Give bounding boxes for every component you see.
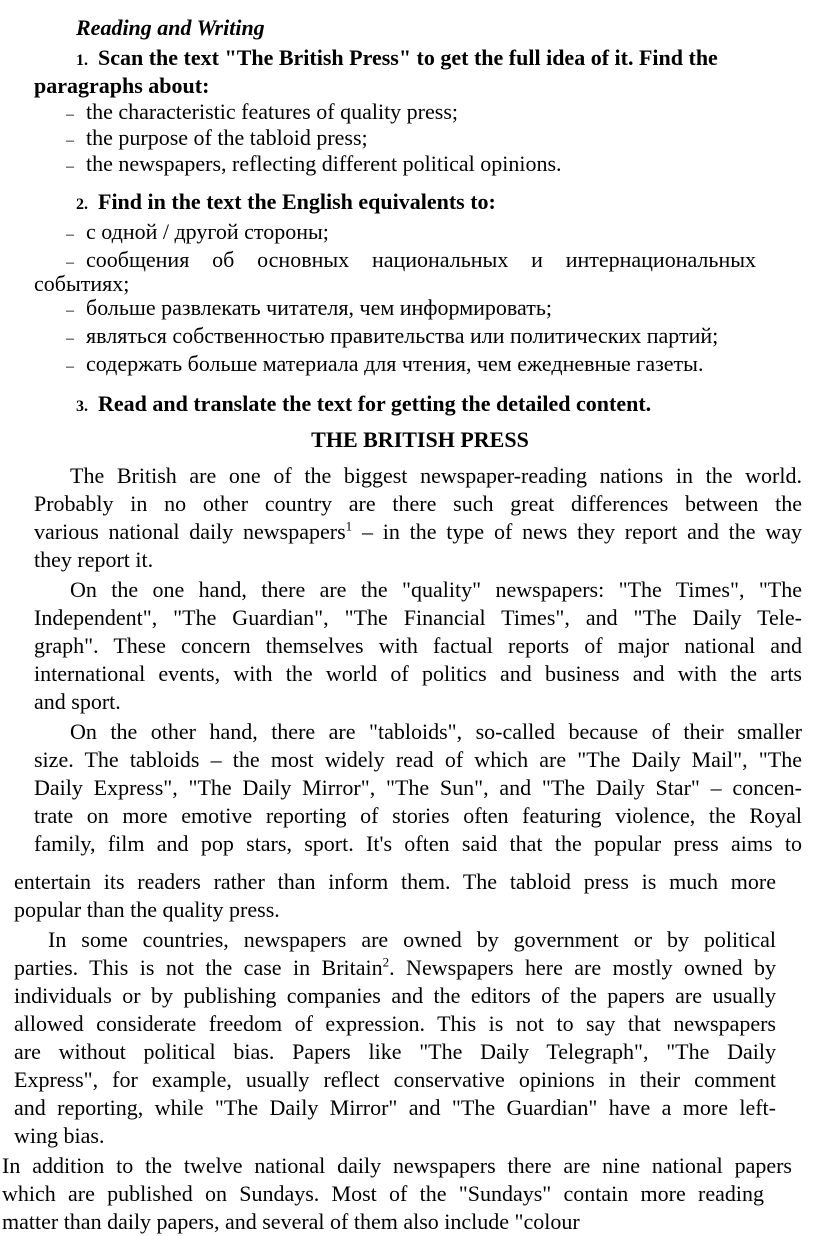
paragraph-line: parties. This is not the case in Britain$^2$. Newspapers here are mostly owned by: [14, 954, 777, 980]
paragraph-line: individuals or by publishing companies and the editors of the papers are usually: [14, 983, 776, 1008]
paragraph-line: family, film and pop stars, sport. It's often said that the popular press aims to: [34, 831, 802, 856]
task-3: [76, 390, 651, 421]
footnote-marker: 2: [382, 954, 390, 970]
section-title: Reading and Writing: [76, 15, 265, 40]
paragraph-line: entertain its readers rather than inform them. The tabloid press is much more: [14, 869, 776, 894]
paragraph-line: On the other hand, there are "tabloids", so-called because of their smaller: [70, 719, 802, 744]
paragraph-line: size. The tabloids – the most widely read of which are "The Daily Mail", "The: [34, 747, 802, 772]
paragraph-line: they report it.: [34, 547, 154, 572]
paragraph-line: allowed considerate freedom of expression. This is not to say that newspapers: [14, 1011, 776, 1036]
footnote-marker: 1: [345, 518, 353, 534]
paragraph-line: graph". These concern themselves with factual reports of major national and: [34, 633, 802, 658]
task-text: Read and translate the text for getting the detailed content.: [98, 391, 652, 416]
task-2: [76, 188, 496, 219]
paragraph-line: In some countries, newspapers are owned by government or by political: [48, 927, 776, 952]
paragraph-line: are without political bias. Papers like "The Daily Telegraph", "The Daily: [14, 1039, 776, 1064]
task-number: 3.: [76, 398, 88, 415]
paragraph-line: and sport.: [34, 689, 121, 714]
task-1-continued: paragraphs about:: [34, 73, 210, 98]
list-item: – the characteristic features of quality press;: [66, 99, 459, 124]
paragraph-line: On the one hand, there are the "quality" newspapers: "The Times", "The: [70, 577, 802, 602]
list-item: – с одной / другой стороны;: [66, 219, 329, 244]
paragraph-line: and reporting, while "The Daily Mirror" and "The Guardian" have a more left-: [14, 1095, 776, 1120]
task-number: 2.: [76, 196, 88, 213]
paragraph-line: international events, with the world of politics and business and with the arts: [34, 661, 802, 686]
article-title: THE BRITISH PRESS: [311, 427, 529, 452]
paragraph-line: matter than daily papers, and several of them also include "colour: [2, 1209, 580, 1234]
list-item-continued: событиях;: [34, 271, 130, 296]
list-item: – сообщения об основных национальных и интернациональных: [66, 247, 756, 272]
paragraph-line: popular than the quality press.: [14, 897, 280, 922]
paragraph-line: which are published on Sundays. Most of the "Sundays" contain more reading: [2, 1181, 764, 1206]
task-number: 1.: [76, 52, 88, 69]
task-text: Scan the text "The British Press" to get the full idea of it. Find the: [98, 45, 718, 70]
list-item: – the newspapers, reflecting different political opinions.: [66, 151, 562, 176]
list-item: – the purpose of the tabloid press;: [66, 125, 368, 150]
paragraph-line: Express", for example, usually reflect conservative opinions in their comment: [14, 1067, 776, 1092]
paragraph-line: trate on more emotive reporting of stories often featuring violence, the Royal: [34, 803, 802, 828]
list-item: – содержать больше материала для чтения, чем ежедневные газеты.: [66, 351, 704, 376]
task-1: [76, 44, 718, 75]
list-item: – являться собственностью правительства или политических партий;: [66, 323, 719, 348]
paragraph-line: The British are one of the biggest newspaper-reading nations in the world.: [70, 463, 802, 488]
paragraph-line: Independent", "The Guardian", "The Financial Times", and "The Daily Tele-: [34, 605, 802, 630]
paragraph-line: Probably in no other country are there such great differences between the: [34, 491, 802, 516]
task-text: Find in the text the English equivalents to:: [98, 189, 496, 214]
paragraph-line: various national daily newspapers$^1$ – in the type of news they report and the way: [34, 518, 802, 544]
list-item: – больше развлекать читателя, чем информировать;: [66, 295, 552, 320]
paragraph-line: wing bias.: [14, 1123, 105, 1148]
paragraph-line: In addition to the twelve national daily newspapers there are nine national papers: [2, 1153, 792, 1178]
paragraph-line: Daily Express", "The Daily Mirror", "The Sun", and "The Daily Star" – concen-: [34, 775, 802, 800]
